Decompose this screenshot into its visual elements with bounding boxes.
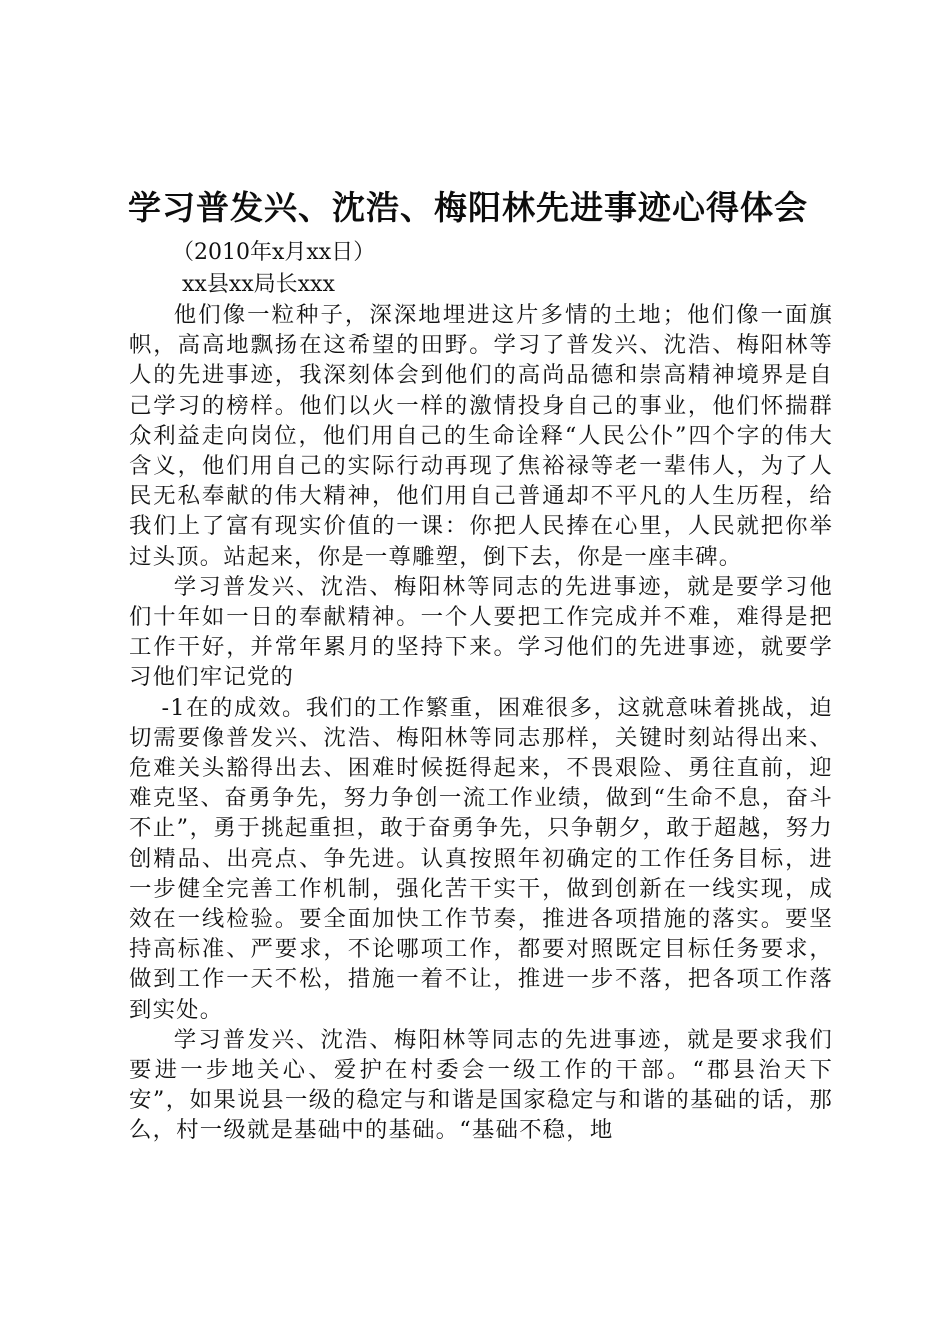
paragraph-1: 他们像一粒种子，深深地埋进这片多情的土地；他们像一面旗帜，高高地飘扬在这希望的田野。学习了普发兴、沈浩、梅阳林等人的先进事迹，我深刻体会到他们的高尚品德和崇高精神境界是自己学习的榜样。他们以火一样的激情投身自己的事业，他们怀揣群众利益走向岗位，他们用自己的生命诠释“人民公仆”四个字的伟大含义，他们用自己的实际行动再现了焦裕禄等老一辈伟人，为了人民无私奉献的伟大精神，他们用自己普通却不平凡的人生历程，给我们上了富有现实价值的一课：你把人民捧在心里，人民就把你举过头顶。站起来，你是一尊雕塑，倒下去，你是一座丰碑。 xyxy=(129,302,833,570)
document-date: （2010年x月xx日） xyxy=(172,240,376,265)
document-author: xx县xx局长xxx xyxy=(182,272,335,297)
paragraph-4: 学习普发兴、沈浩、梅阳林等同志的先进事迹，就是要求我们要进一步地关心、爱护在村委会一级工作的干部。“郡县治天下安”，如果说县一级的稳定与和谐是国家稳定与和谐的基础的话，那么，村一级就是基础中的基础。“基础不稳，地 xyxy=(129,1026,833,1144)
document-title: 学习普发兴、沈浩、梅阳林先进事迹心得体会 xyxy=(128,188,808,227)
paragraph-2: 学习普发兴、沈浩、梅阳林等同志的先进事迹，就是要学习他们十年如一日的奉献精神。一个人要把工作完成并不难，难得是把工作干好，并常年累月的坚持下来。学习他们的先进事迹，就要学习他们牢记党的 xyxy=(129,573,833,691)
paragraph-3: -1在的成效。我们的工作繁重，困难很多，这就意味着挑战，迫切需要像普发兴、沈浩、梅阳林等同志那样，关键时刻站得出来、危难关头豁得出去、困难时候挺得起来，不畏艰险、勇往直前，迎难克坚、奋勇争先，努力争创一流工作业绩，做到“生命不息，奋斗不止”，勇于挑起重担，敢于奋勇争先，只争朝夕，敢于超越，努力创精品、出亮点、争先进。认真按照年初确定的工作任务目标，进一步健全完善工作机制，强化苦干实干，做到创新在一线实现，成效在一线检验。要全面加快工作节奏，推进各项措施的落实。要坚持高标准、严要求，不论哪项工作，都要对照既定目标任务要求，做到工作一天不松，措施一着不让，推进一步不落，把各项工作落到实处。 xyxy=(129,694,833,1023)
document-body xyxy=(129,300,833,1146)
